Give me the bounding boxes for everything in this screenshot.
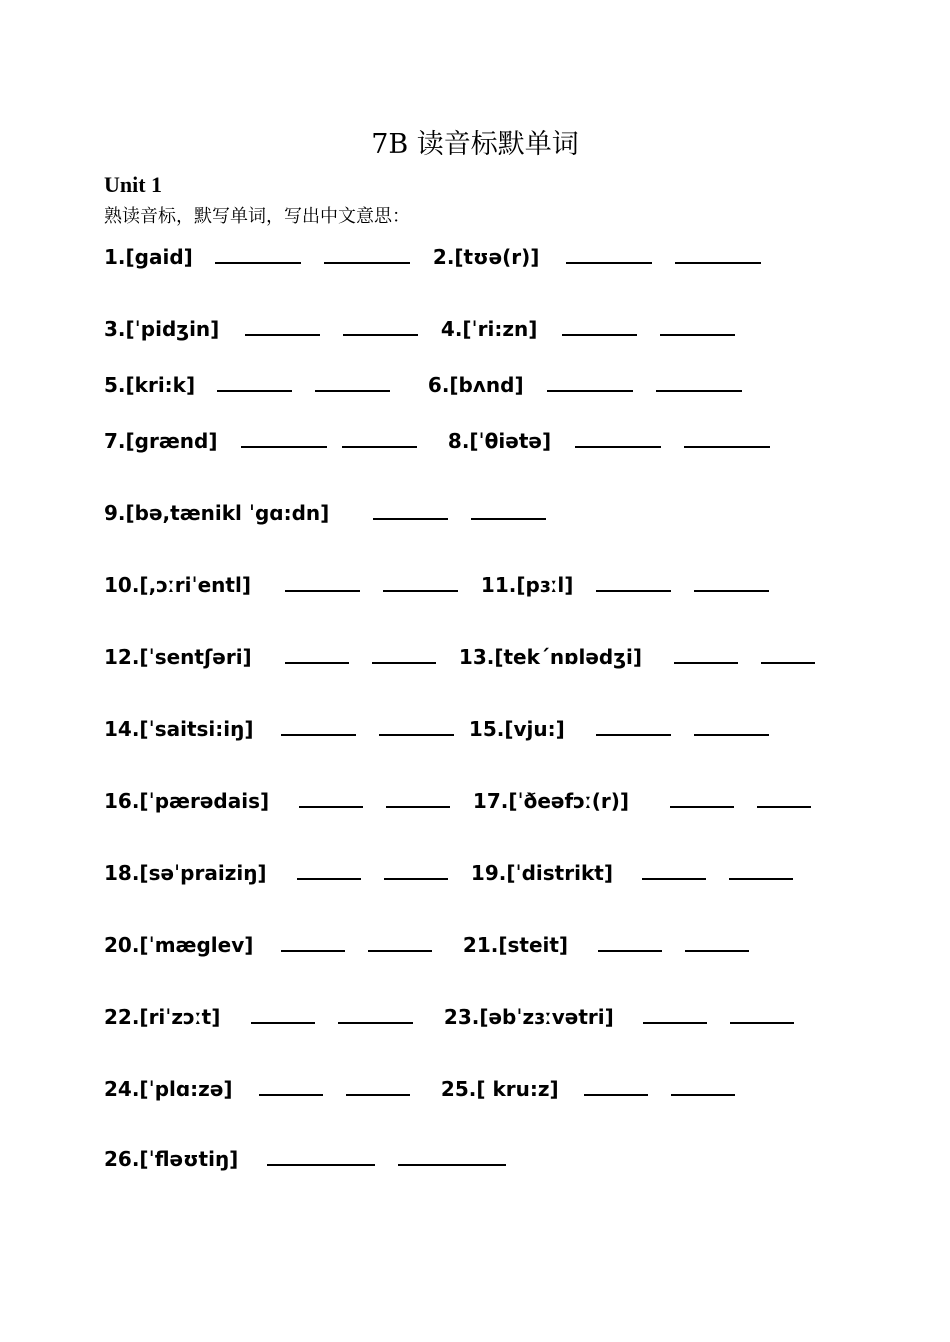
exercise-row <box>104 500 546 525</box>
answer-blank[interactable] <box>729 860 793 880</box>
phonetic-item: 8.[ˈθiətə] <box>447 429 552 453</box>
answer-blank[interactable] <box>297 860 361 880</box>
answer-blank[interactable] <box>656 372 742 392</box>
exercise-row <box>104 316 735 341</box>
unit-heading: Unit 1 <box>104 172 163 197</box>
exercise-row <box>104 932 749 957</box>
phonetic-item: 2.[tʊə(r)] <box>432 245 540 269</box>
answer-blank[interactable] <box>670 788 734 808</box>
answer-blank[interactable] <box>281 716 356 736</box>
phonetic-item: 4.[ˈri:zn] <box>440 317 538 341</box>
phonetic-item: 7.[grænd] <box>104 429 218 453</box>
answer-blank[interactable] <box>694 572 769 592</box>
phonetic-item: 23.[əbˈzɜːvətri] <box>443 1005 614 1029</box>
answer-blank[interactable] <box>342 428 417 448</box>
phonetic-item: 12.[ˈsentʃəri] <box>104 645 252 669</box>
answer-blank[interactable] <box>562 316 637 336</box>
phonetic-item: 17.[ˈðeəfɔː(r)] <box>472 789 630 813</box>
answer-blank[interactable] <box>368 932 432 952</box>
answer-blank[interactable] <box>372 644 436 664</box>
answer-blank[interactable] <box>642 860 706 880</box>
answer-blank[interactable] <box>259 1076 323 1096</box>
phonetic-item: 10.[,ɔːriˈentl] <box>104 573 251 597</box>
answer-blank[interactable] <box>373 500 448 520</box>
phonetic-item: 26.[ˈfləʊtiŋ] <box>104 1147 239 1171</box>
answer-blank[interactable] <box>694 716 769 736</box>
phonetic-item: 16.[ˈpærədais] <box>104 789 270 813</box>
answer-blank[interactable] <box>338 1004 413 1024</box>
answer-blank[interactable] <box>315 372 390 392</box>
answer-blank[interactable] <box>343 316 418 336</box>
exercise-row <box>104 1076 735 1101</box>
answer-blank[interactable] <box>684 428 770 448</box>
page-title: 7B 读音标默单词 <box>371 129 579 160</box>
exercise-row <box>104 1146 506 1171</box>
answer-blank[interactable] <box>215 244 301 264</box>
phonetic-item: 22.[riˈzɔːt] <box>104 1005 221 1029</box>
phonetic-item: 20.[ˈmæglev] <box>104 933 254 957</box>
answer-blank[interactable] <box>643 1004 707 1024</box>
answer-blank[interactable] <box>674 644 738 664</box>
phonetic-item: 5.[kri:k] <box>104 373 196 397</box>
answer-blank[interactable] <box>384 860 448 880</box>
answer-blank[interactable] <box>241 428 327 448</box>
phonetic-item: 6.[bʌnd] <box>427 373 524 397</box>
answer-blank[interactable] <box>251 1004 315 1024</box>
phonetic-item: 19.[ˈdistrikt] <box>470 861 613 885</box>
answer-blank[interactable] <box>285 644 349 664</box>
answer-blank[interactable] <box>281 932 345 952</box>
phonetic-item: 11.[pɜːl] <box>480 573 574 597</box>
answer-blank[interactable] <box>379 716 454 736</box>
phonetic-item: 14.[ˈsaitsi:iŋ] <box>104 717 254 741</box>
exercise-row <box>104 372 742 397</box>
phonetic-item: 24.[ˈplɑ:zə] <box>104 1077 233 1101</box>
answer-blank[interactable] <box>547 372 633 392</box>
phonetic-item: 13.[tek´nɒlədʒi] <box>458 645 643 669</box>
answer-blank[interactable] <box>584 1076 648 1096</box>
answer-blank[interactable] <box>671 1076 735 1096</box>
answer-blank[interactable] <box>267 1146 375 1166</box>
answer-blank[interactable] <box>285 572 360 592</box>
exercise-row <box>104 644 815 669</box>
answer-blank[interactable] <box>685 932 749 952</box>
answer-blank[interactable] <box>757 788 811 808</box>
answer-blank[interactable] <box>675 244 761 264</box>
answer-blank[interactable] <box>299 788 363 808</box>
answer-blank[interactable] <box>596 716 671 736</box>
exercise-row <box>104 572 769 597</box>
phonetic-item: 15.[vju:] <box>468 717 565 741</box>
answer-blank[interactable] <box>346 1076 410 1096</box>
phonetic-item: 3.[ˈpidʒin] <box>104 317 220 341</box>
exercise-row <box>104 244 761 269</box>
exercise-row <box>104 860 793 885</box>
answer-blank[interactable] <box>730 1004 794 1024</box>
exercise-row <box>104 716 769 741</box>
answer-blank[interactable] <box>245 316 320 336</box>
answer-blank[interactable] <box>383 572 458 592</box>
answer-blank[interactable] <box>217 372 292 392</box>
answer-blank[interactable] <box>596 572 671 592</box>
instructions: 熟读音标，默写单词，写出中文意思： <box>104 206 410 227</box>
answer-blank[interactable] <box>575 428 661 448</box>
phonetic-item: 21.[steit] <box>462 933 569 957</box>
answer-blank[interactable] <box>471 500 546 520</box>
answer-blank[interactable] <box>660 316 735 336</box>
exercise-row <box>104 428 770 453</box>
phonetic-item: 25.[ kru:z] <box>440 1077 559 1101</box>
answer-blank[interactable] <box>566 244 652 264</box>
exercise-row <box>104 788 811 813</box>
phonetic-item: 18.[səˈpraiziŋ] <box>104 861 267 885</box>
phonetic-item: 1.[gaid] <box>104 245 193 269</box>
answer-blank[interactable] <box>398 1146 506 1166</box>
answer-blank[interactable] <box>598 932 662 952</box>
exercise-row <box>104 1004 794 1029</box>
answer-blank[interactable] <box>324 244 410 264</box>
answer-blank[interactable] <box>386 788 450 808</box>
answer-blank[interactable] <box>761 644 815 664</box>
phonetic-item: 9.[bə,tænikl ˈgɑ:dn] <box>104 501 330 525</box>
